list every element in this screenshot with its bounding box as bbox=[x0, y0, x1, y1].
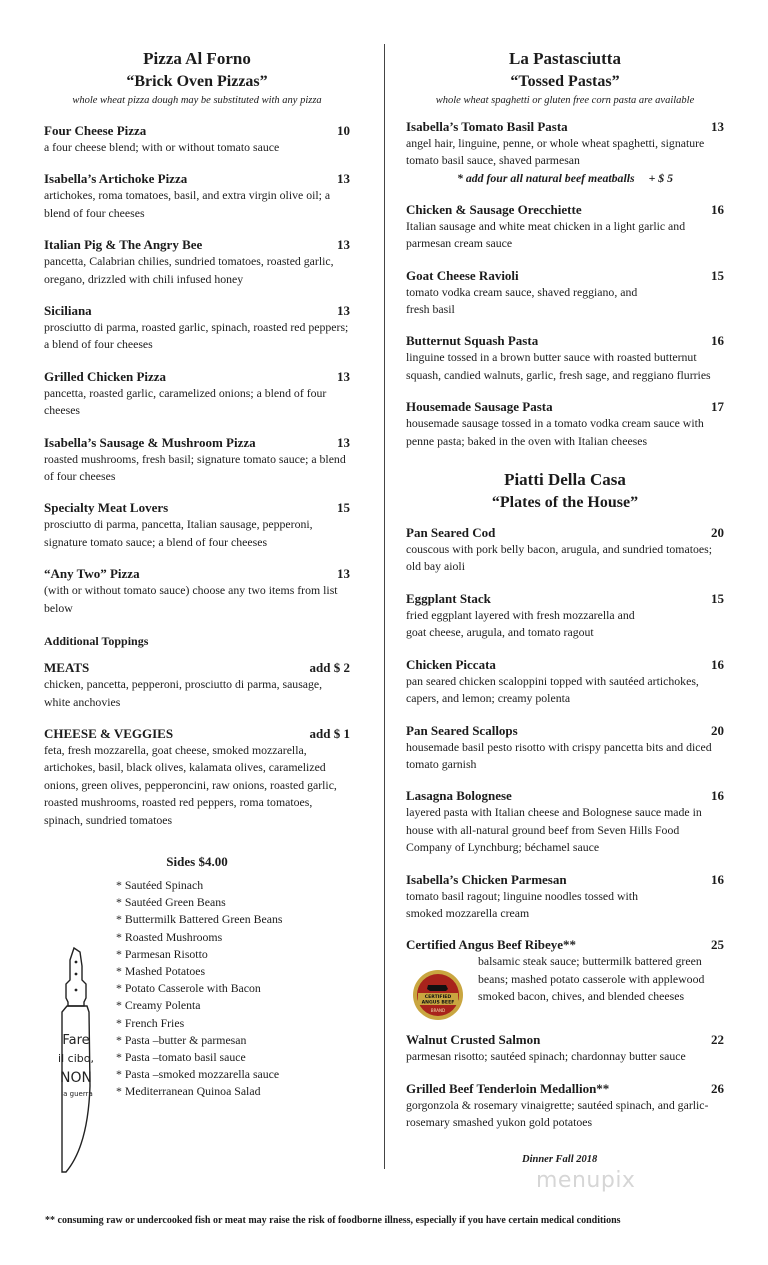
list-item: * Roasted Mushrooms bbox=[116, 929, 350, 946]
list-item: * Creamy Polenta bbox=[116, 997, 350, 1014]
menu-item bbox=[406, 398, 724, 450]
item-name: Chicken Piccata bbox=[406, 656, 496, 672]
item-price: 17 bbox=[711, 399, 724, 415]
item-name: Housemade Sausage Pasta bbox=[406, 399, 553, 415]
knife-text-line: Fare bbox=[62, 1033, 90, 1048]
item-price: 13 bbox=[337, 171, 350, 187]
menu-item bbox=[44, 122, 350, 156]
pasta-section-subtitle: “Tossed Pastas” bbox=[510, 73, 620, 90]
item-name: Isabella’s Artichoke Pizza bbox=[44, 171, 188, 187]
menu-item bbox=[406, 871, 724, 923]
menu-item bbox=[406, 1080, 724, 1132]
left-column bbox=[44, 47, 350, 1101]
item-name: Isabella’s Chicken Parmesan bbox=[406, 871, 567, 887]
item-price: 15 bbox=[711, 267, 724, 283]
item-name: Goat Cheese Ravioli bbox=[406, 267, 519, 283]
menu-item bbox=[44, 565, 350, 617]
item-name: Walnut Crusted Salmon bbox=[406, 1032, 541, 1048]
item-name: Grilled Chicken Pizza bbox=[44, 368, 167, 384]
certified-angus-beef-logo bbox=[412, 969, 464, 1021]
list-item: * Mashed Potatoes bbox=[116, 963, 350, 980]
menu-item bbox=[44, 499, 350, 551]
menu-item bbox=[406, 1031, 724, 1065]
item-description: gorgonzola & rosemary vinaigrette; sautéed spinach, and garlic-rosemary smashed yukon gold potatoes bbox=[406, 1097, 709, 1130]
list-item: * Pasta –butter & parmesan bbox=[116, 1032, 350, 1049]
menu-item bbox=[44, 302, 350, 354]
list-item: * Parmesan Risotto bbox=[116, 946, 350, 963]
menu-item bbox=[44, 170, 350, 222]
item-price: 13 bbox=[337, 566, 350, 582]
item-name: Eggplant Stack bbox=[406, 590, 491, 606]
item-description: prosciutto di parma, pancetta, Italian sausage, pepperoni, signature tomato sauce; a blend of four cheeses bbox=[44, 517, 313, 549]
item-price: 26 bbox=[711, 1080, 724, 1096]
list-item: * Buttermilk Battered Green Beans bbox=[116, 911, 350, 928]
item-description: layered pasta with Italian cheese and Bolognese sauce made in house with all-natural ground beef from Seven Hills Food Company of Lynchburg; béchamel sauce bbox=[406, 805, 702, 855]
menu-edition: Dinner Fall 2018 bbox=[522, 1154, 598, 1165]
item-name: Pan Seared Cod bbox=[406, 525, 496, 541]
item-price: 13 bbox=[337, 237, 350, 253]
item-price: 13 bbox=[337, 303, 350, 319]
item-description: balsamic steak sauce; buttermilk battered green beans; mashed potato casserole with applewood smoked bacon, chives, and blended cheeses bbox=[478, 954, 705, 1004]
item-price: 22 bbox=[711, 1032, 724, 1048]
menu-item bbox=[44, 434, 350, 486]
item-name: Specialty Meat Lovers bbox=[44, 500, 169, 516]
menupix-watermark: menupix bbox=[536, 1168, 636, 1193]
menu-item bbox=[44, 368, 350, 420]
item-description: housemade basil pesto risotto with crispy pancetta bits and diced tomato garnish bbox=[406, 739, 712, 771]
pizza-section-subtitle: “Brick Oven Pizzas” bbox=[126, 73, 268, 90]
item-description: feta, fresh mozzarella, goat cheese, smoked mozzarella, artichokes, basil, black olives, kalamata olives, caramelized onions, green olives, pepperoncini, raw onions, roasted garlic, roasted mushrooms, roasted red peppers, roma tomatoes, spinach, sundried tomatoes bbox=[44, 742, 337, 827]
item-price: 16 bbox=[711, 201, 724, 217]
meatball-price: + $ 5 bbox=[648, 170, 674, 185]
item-name: CHEESE & VEGGIES bbox=[44, 725, 174, 741]
additional-toppings-title: Additional Toppings bbox=[44, 634, 149, 649]
pasta-section-note: whole wheat spaghetti or gluten free corn pasta are available bbox=[435, 95, 695, 106]
item-price: 16 bbox=[711, 333, 724, 349]
item-name: MEATS bbox=[44, 660, 90, 676]
badge-text-line: ANGUS BEEF bbox=[421, 1000, 455, 1006]
column-divider bbox=[384, 44, 385, 1169]
menu-item bbox=[44, 236, 350, 288]
item-name: Lasagna Bolognese bbox=[406, 788, 512, 804]
item-description: a four cheese blend; with or without tomato sauce bbox=[44, 140, 280, 154]
menu-item bbox=[406, 524, 724, 576]
list-item: * French Fries bbox=[116, 1015, 350, 1032]
item-name: Isabella’s Sausage & Mushroom Pizza bbox=[44, 434, 256, 450]
item-price: 13 bbox=[711, 119, 724, 134]
item-description: Italian sausage and white meat chicken in a light garlic and parmesan cream sauce bbox=[406, 218, 686, 251]
list-item: * Sautéed Green Beans bbox=[116, 894, 350, 911]
item-price: 10 bbox=[337, 123, 350, 138]
menu-item bbox=[406, 656, 724, 708]
item-description: pancetta, Calabrian chilies, sundried tomatoes, roasted garlic, oregano, drizzled with chili infused honey bbox=[44, 254, 334, 286]
casa-section-subtitle: “Plates of the House” bbox=[491, 494, 639, 512]
item-name: Grilled Beef Tenderloin Medallion** bbox=[406, 1080, 610, 1096]
item-description: roasted mushrooms, fresh basil; signature tomato sauce; a blend of four cheeses bbox=[44, 451, 346, 484]
item-name: Chicken & Sausage Orecchiette bbox=[406, 201, 582, 217]
item-price: 15 bbox=[711, 590, 724, 606]
menu-item bbox=[406, 936, 724, 1021]
list-item: * Potato Casserole with Bacon bbox=[116, 980, 350, 997]
list-item: * Pasta –tomato basil sauce bbox=[116, 1049, 350, 1066]
item-name: Pan Seared Scallops bbox=[406, 722, 518, 738]
item-price: 13 bbox=[337, 434, 350, 450]
pasta-section-title: La Pastasciutta bbox=[509, 49, 621, 68]
item-description: linguine tossed in a brown butter sauce with roasted butternut squash, candied walnuts, garlic, fresh sage, and reggiano flurries bbox=[406, 350, 711, 382]
sides-title: Sides $4.00 bbox=[166, 853, 228, 869]
item-description: chicken, pancetta, pepperoni, prosciutto di parma, sausage, white anchovies bbox=[44, 677, 323, 709]
casa-section-title: Piatti Della Casa bbox=[504, 470, 626, 490]
sides-list bbox=[116, 877, 350, 1101]
item-name: Italian Pig & The Angry Bee bbox=[44, 237, 203, 253]
knife-text-line: NON bbox=[60, 1070, 92, 1086]
right-column bbox=[406, 47, 724, 1132]
menu-item bbox=[406, 590, 724, 642]
item-name: “Any Two” Pizza bbox=[44, 566, 140, 582]
toppings-meats bbox=[44, 659, 350, 711]
item-description: angel hair, linguine, penne, or whole wheat spaghetti, signature tomato basil sauce, shaved parmesan bbox=[406, 136, 705, 168]
item-description: pan seared chicken scaloppini topped with sautéed artichokes, capers, and lemon; creamy polenta bbox=[406, 673, 699, 706]
item-price: 20 bbox=[711, 525, 724, 541]
item-name: Four Cheese Pizza bbox=[44, 123, 147, 138]
item-description: couscous with pork belly bacon, arugula, and sundried tomatoes; old bay aioli bbox=[406, 542, 712, 574]
menu-item bbox=[406, 722, 724, 774]
item-description: tomato basil ragout; linguine noodles tossed with smoked mozzarella cream bbox=[406, 888, 638, 920]
item-description: tomato vodka cream sauce, shaved reggiano, and fresh basil bbox=[406, 284, 638, 317]
list-item: * Mediterranean Quinoa Salad bbox=[116, 1083, 350, 1100]
menu-item bbox=[406, 118, 724, 187]
item-price: 16 bbox=[711, 871, 724, 887]
item-description: (with or without tomato sauce) choose any two items from list below bbox=[44, 583, 338, 615]
list-item: * Pasta –smoked mozzarella sauce bbox=[116, 1066, 350, 1083]
badge-text-line: BRAND bbox=[430, 1008, 446, 1014]
meatball-note: * add four all natural beef meatballs bbox=[456, 170, 635, 185]
item-price: add $ 2 bbox=[309, 660, 350, 676]
cow-icon bbox=[427, 985, 448, 991]
item-description: fried eggplant layered with fresh mozzarella and goat cheese, arugula, and tomato ragout bbox=[406, 607, 635, 640]
item-name: Butternut Squash Pasta bbox=[406, 333, 539, 349]
pizza-section-note: whole wheat pizza dough may be substituted with any pizza bbox=[72, 95, 322, 106]
foodborne-disclaimer: ** consuming raw or undercooked fish or meat may raise the risk of foodborne illness, especially if you have certain medical conditions bbox=[45, 1215, 621, 1226]
item-description: parmesan risotto; sautéed spinach; chardonnay butter sauce bbox=[406, 1049, 686, 1064]
item-name: Siciliana bbox=[44, 303, 92, 319]
item-description: housemade sausage tossed in a tomato vodka cream sauce with penne pasta; baked in the oven with Italian cheeses bbox=[406, 416, 704, 448]
item-price: 16 bbox=[711, 788, 724, 804]
item-price: 20 bbox=[711, 722, 724, 738]
meatball-addon bbox=[406, 170, 724, 187]
badge-text-line: CERTIFIED bbox=[424, 995, 452, 1001]
knife-illustration-icon bbox=[56, 946, 96, 1176]
item-description: pancetta, roasted garlic, caramelized onions; a blend of four cheeses bbox=[44, 385, 327, 418]
menu-item bbox=[406, 332, 724, 384]
item-price: 16 bbox=[711, 656, 724, 672]
item-name: Certified Angus Beef Ribeye** bbox=[406, 937, 577, 953]
item-price: 25 bbox=[711, 937, 724, 953]
list-item: * Sautéed Spinach bbox=[116, 877, 350, 894]
item-price: 15 bbox=[337, 500, 350, 516]
item-price: 13 bbox=[337, 368, 350, 384]
menu-item bbox=[406, 267, 724, 319]
menu-item bbox=[406, 201, 724, 253]
item-description: artichokes, roma tomatoes, basil, and extra virgin olive oil; a blend of four cheeses bbox=[44, 188, 331, 220]
item-price: add $ 1 bbox=[309, 725, 350, 741]
menu-item bbox=[406, 787, 724, 856]
item-name: Isabella’s Tomato Basil Pasta bbox=[406, 119, 568, 134]
toppings-cheese-veggies bbox=[44, 725, 350, 829]
knife-text-line: il cibo, bbox=[58, 1052, 94, 1065]
pizza-section-title: Pizza Al Forno bbox=[143, 49, 251, 68]
item-description: prosciutto di parma, roasted garlic, spinach, roasted red peppers; a blend of four cheeses bbox=[44, 320, 349, 352]
knife-text-line: la guerra bbox=[61, 1090, 93, 1098]
